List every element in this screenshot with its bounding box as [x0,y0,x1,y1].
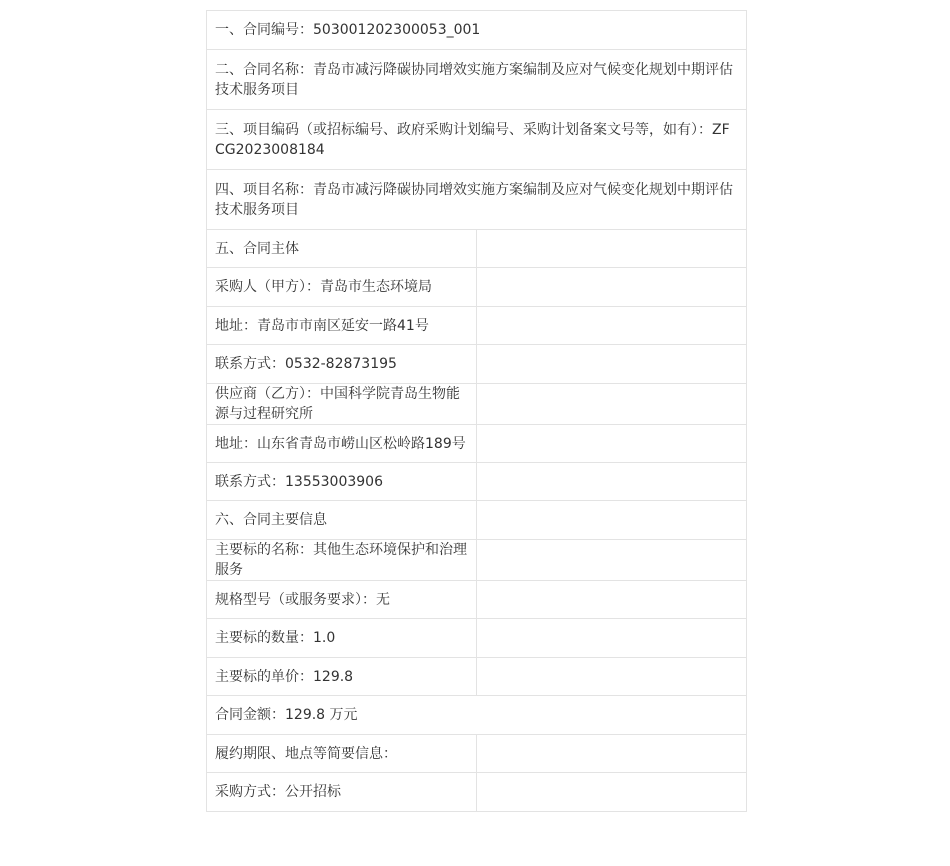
purchaser-address: 地址：青岛市市南区延安一路41号 [207,307,477,345]
table-row [207,230,747,268]
contract-name: 二、合同名称：青岛市减污降碳协同增效实施方案编制及应对气候变化规划中期评估技术服务项目 [207,50,747,110]
table-row [207,619,747,658]
supplier-address: 地址：山东省青岛市崂山区松岭路189号 [207,425,477,463]
table-row [207,50,747,110]
contract-number: 一、合同编号：503001202300053_001 [207,11,747,50]
procurement-method: 采购方式：公开招标 [207,773,477,812]
table-row [207,384,747,425]
project-name: 四、项目名称：青岛市减污降碳协同增效实施方案编制及应对气候变化规划中期评估技术服务项目 [207,170,747,230]
specification: 规格型号（或服务要求）：无 [207,581,477,619]
table-row [207,110,747,170]
empty-cell [477,463,747,501]
subject-quantity: 主要标的数量：1.0 [207,619,477,658]
empty-cell [477,268,747,307]
supplier: 供应商（乙方）：中国科学院青岛生物能源与过程研究所 [207,384,477,425]
table-row [207,307,747,345]
table-row [207,581,747,619]
empty-cell [477,658,747,696]
project-code: 三、项目编码（或招标编号、政府采购计划编号、采购计划备案文号等，如有）：ZFCG2023008184 [207,110,747,170]
empty-cell [477,230,747,268]
empty-cell [477,425,747,463]
table-row [207,345,747,384]
empty-cell [477,619,747,658]
empty-cell [477,345,747,384]
table-row [207,773,747,812]
empty-cell [477,307,747,345]
table-row [207,540,747,581]
table-row [207,501,747,540]
empty-cell [477,540,747,581]
contract-amount: 合同金额：129.8 万元 [207,696,747,735]
table-row [207,658,747,696]
table-row [207,11,747,50]
purchaser-contact: 联系方式：0532-82873195 [207,345,477,384]
purchaser: 采购人（甲方）：青岛市生态环境局 [207,268,477,307]
supplier-contact: 联系方式：13553003906 [207,463,477,501]
table-row [207,463,747,501]
empty-cell [477,501,747,540]
table-row [207,425,747,463]
section-contract-parties: 五、合同主体 [207,230,477,268]
empty-cell [477,735,747,773]
table-row [207,268,747,307]
empty-cell [477,384,747,425]
table-row [207,170,747,230]
table-row [207,696,747,735]
contract-info-table [206,10,747,812]
section-main-info: 六、合同主要信息 [207,501,477,540]
subject-name: 主要标的名称：其他生态环境保护和治理服务 [207,540,477,581]
performance-info: 履约期限、地点等简要信息： [207,735,477,773]
unit-price: 主要标的单价：129.8 [207,658,477,696]
empty-cell [477,581,747,619]
empty-cell [477,773,747,812]
table-row [207,735,747,773]
